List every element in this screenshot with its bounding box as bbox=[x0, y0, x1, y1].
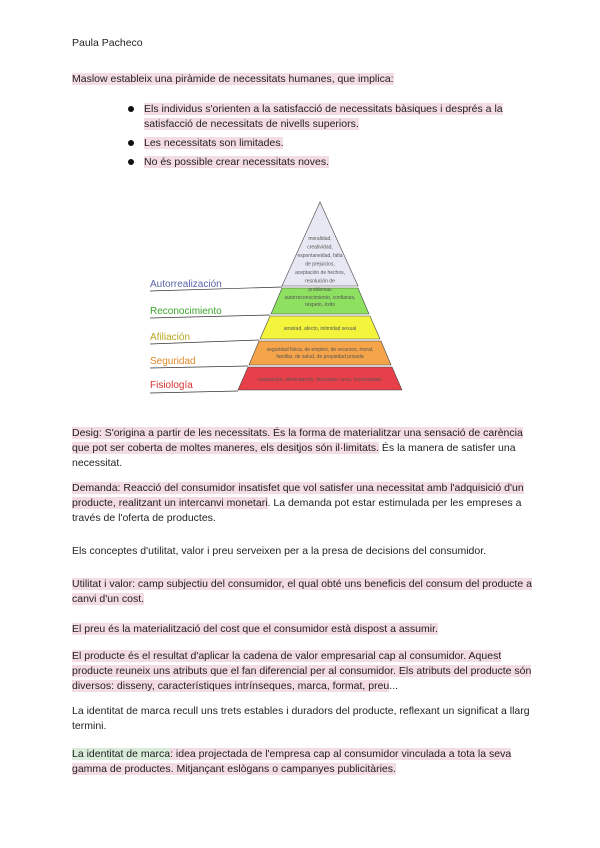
pyramid-desc-line: familiar, de salud, de propiedad privada bbox=[276, 354, 364, 360]
pyramid-desc-line: respeto, éxito bbox=[304, 302, 336, 308]
identitat-paragraph-2: La identitat de marca: idea projectada de l'empresa cap al consumidor vinculada a tota la seva gamma de productes. Mitjançant eslògans o campanyes publicitàries. bbox=[72, 748, 512, 775]
pyramid-desc-line: problemas bbox=[308, 287, 332, 293]
identitat-paragraph-1: La identitat de marca recull uns trets estables i duradors del producte, reflexant un significat a llarg termini. bbox=[72, 705, 530, 732]
preu-paragraph: El preu és la materialització del cost que el consumidor està dispost a assumir. bbox=[72, 623, 438, 635]
pyramid-level-seguridad bbox=[249, 341, 391, 365]
pyramid-desc-line: respiración, alimentación, descanso, sexo, homeostasis bbox=[258, 377, 382, 383]
intro-bullet-list bbox=[126, 102, 536, 174]
pyramid-desc-afiliacion bbox=[284, 326, 357, 332]
demanda-paragraph: Demanda: Reacció del consumidor insatisfet que vol satisfer una necessitat amb l'adquisició d'un producte, realitzant un intercanvi monetari. La demanda pot estar estimulada per les empreses a través de l'oferta de productes. bbox=[72, 482, 524, 524]
pyramid-label-autorrealizacion: Autorrealización bbox=[150, 279, 222, 290]
pyramid-label-seguridad: Seguridad bbox=[150, 356, 196, 367]
pyramid-label-reconocimiento: Reconocimiento bbox=[150, 306, 222, 317]
demanda-term: Demanda bbox=[72, 482, 118, 494]
pyramid-desc-line: seguridad física, de empleo, de recursos, moral, bbox=[266, 347, 374, 353]
desig-term: Desig bbox=[72, 427, 99, 439]
intro-text: Maslow estableix una piràmide de necessitats humanes, que implica: bbox=[72, 73, 394, 85]
pyramid-label-fisiologia: Fisiología bbox=[150, 380, 193, 391]
pyramid-desc-seguridad bbox=[267, 347, 374, 360]
pyramid-desc-fisiologia bbox=[258, 377, 382, 383]
conceptes-paragraph: Els conceptes d'utilitat, valor i preu serveixen per a la presa de decisions del consumidor. bbox=[72, 545, 487, 557]
maslow-pyramid-figure bbox=[140, 196, 430, 396]
producte-paragraph: El producte és el resultat d'aplicar la cadena de valor empresarial cap al consumidor. Aquest producte reuneix uns atributs que el fan diferencial per al consumidor. Els atributs del producte són diversos: disseny, característiques intrínseques, marca, format, preu... bbox=[72, 650, 532, 692]
utilitat-paragraph: Utilitat i valor: camp subjectiu del consumidor, el qual obté uns beneficis del consum del producte a canvi d'un cost. bbox=[72, 578, 532, 605]
pyramid-desc-line: de prejuicios, bbox=[305, 261, 335, 268]
intro-paragraph bbox=[72, 72, 532, 87]
pyramid-desc-line: espontaneidad, falta bbox=[297, 253, 343, 259]
pyramid-desc-line: amistad, afecto, intimidad sexual bbox=[283, 326, 357, 332]
pyramid-desc-line: moralidad, bbox=[308, 236, 332, 242]
desig-paragraph: Desig: S'origina a partir de les necessitats. És la forma de materialitzar una sensació de carència que pot ser coberta de moltes maneres, els desitjos són il·limitats. És la manera de satisfer una necessitat. bbox=[72, 427, 523, 469]
author-name: Paula Pacheco bbox=[72, 37, 143, 49]
pyramid-label-afiliacion: Afiliación bbox=[150, 332, 191, 343]
list-item: No és possible crear necessitats noves. bbox=[126, 155, 536, 170]
list-item: Els individus s'orienten a la satisfacció de necessitats bàsiques i després a la satisfacció de necessitats de nivells superiors. bbox=[126, 102, 536, 132]
list-item: Les necessitats son limitades. bbox=[126, 136, 536, 151]
pyramid-desc-line: aceptación de hechos, bbox=[294, 270, 346, 276]
pyramid-desc-line: creatividad, bbox=[307, 244, 333, 251]
pyramid-desc-line: resolución de bbox=[305, 278, 335, 285]
pyramid-desc-line: autorreconocimiento, confianza, bbox=[284, 295, 356, 301]
identitat-term: La identitat de marca bbox=[72, 748, 171, 760]
